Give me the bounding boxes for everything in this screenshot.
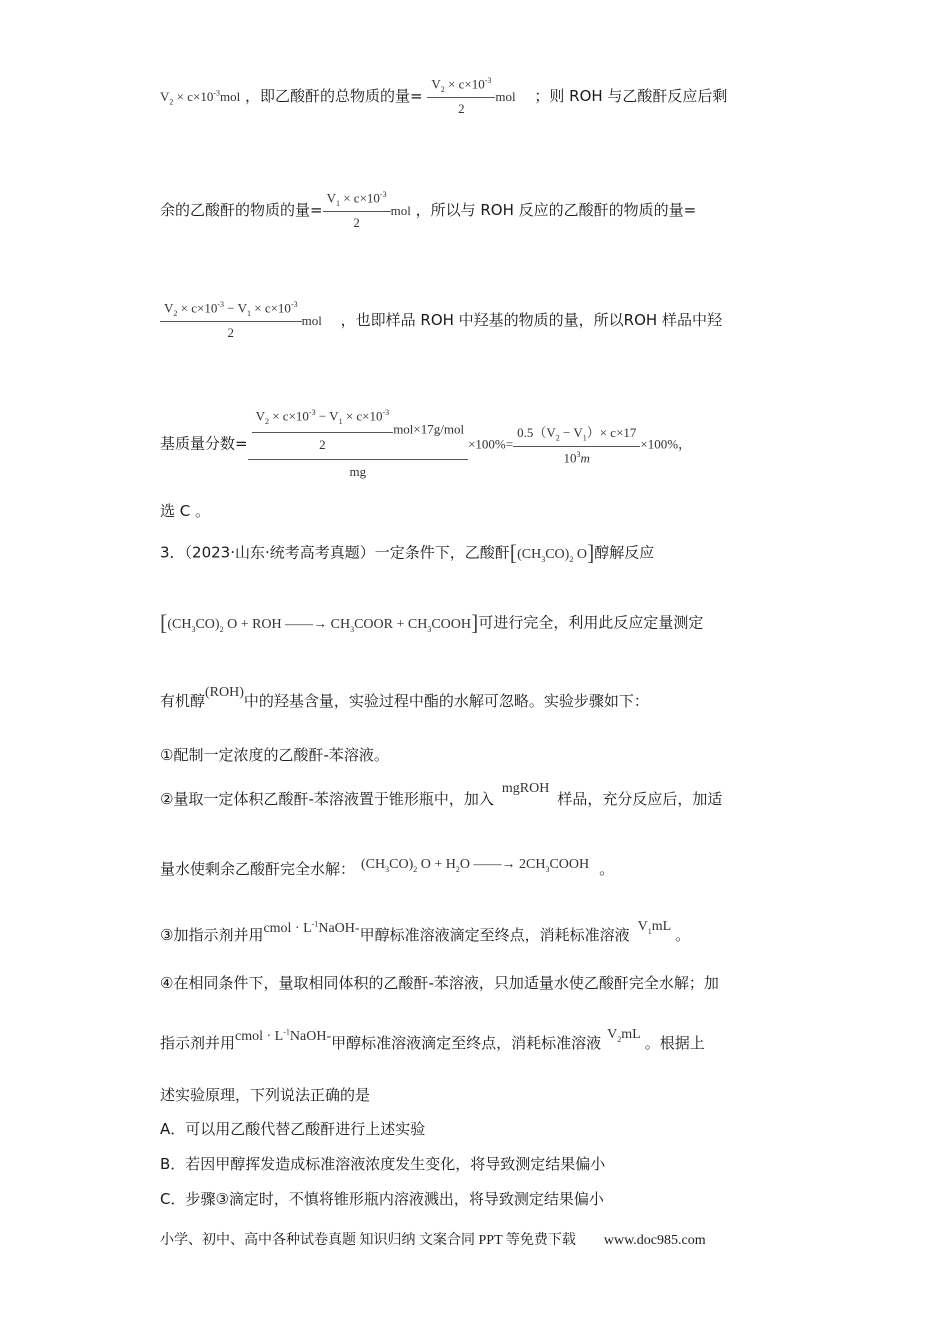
- solution-line-1: $V_2 \times c\times 10^{-3}mol$ ，即乙酸酐的总物质的量= $\frac{V_2 \times c\times 10^{-3}}{2}$ mol ；则 ROH 与乙酸酐反应后剩: [160, 76, 728, 116]
- step-2-line-1: [160, 781, 723, 809]
- step-2-line-2: [160, 858, 614, 880]
- formula-remaining-fraction: $\frac{V_1 \times c\times 10^{-3}}{2}$: [323, 190, 391, 231]
- step-4-text-c: 甲醇标准溶液滴定至终点，消耗标准溶液: [331, 1034, 602, 1052]
- formula-alcoholysis-reaction: $(CH_3CO)_2$ O + ROH ——→ $CH_3COOR$ + $CH_3COOH$: [167, 616, 472, 634]
- text-organic-alcohol: 有机醇: [160, 692, 206, 710]
- text-alcoholysis: 醇解反应: [594, 543, 655, 562]
- step-3: [160, 919, 691, 946]
- text-times-100-b: ×100%，: [640, 436, 692, 452]
- solution-line-3: $\frac{V_2 \times c\times 10^{-3} - V_1 \times c\times 10^{-3}}{2}$ mol ，也即样品 ROH 中羟基的物质的量，所以ROH 样品中羟: [160, 300, 722, 341]
- step-4-text-e: 述实验原理，下列说法正确的是: [160, 1086, 371, 1104]
- step-1: [160, 744, 389, 765]
- step-2-text-d: 。: [599, 860, 615, 878]
- question-3-alcohol-line: [160, 685, 649, 711]
- step-3-text-b: 甲醇标准溶液滴定至终点，消耗标准溶液: [359, 926, 630, 944]
- step-2-text-b: 样品，充分反应后，加适: [557, 790, 723, 808]
- option-a: [160, 1118, 425, 1139]
- footer-text: 小学、初中、高中各种试卷真题 知识归纳 文案合同 PPT 等免费下载: [160, 1233, 576, 1248]
- question-3-header: 3．（2023·山东·统考高考真题）一定条件下，乙酸酐[$(CH_3CO)_2$ O]醇解反应: [160, 540, 655, 565]
- text-hydroxyl-content: 中的羟基含量，实验过程中酯的水解可忽略。实验步骤如下：: [243, 692, 649, 710]
- text-total-anhydride: ，即乙酸酐的总物质的量=: [245, 86, 423, 105]
- formula-roh: (ROH): [205, 685, 244, 700]
- step-4-text-a: ④在相同条件下，量取相同体积的乙酸酐-苯溶液，只加适量水使乙酸酐完全水解；加: [160, 974, 719, 992]
- formula-v2-ml: $V_2mL$: [607, 1027, 641, 1044]
- formula-mass-fraction: $\frac{V_2 \times c\times 10^{-3} - V_1 \times c\times 10^{-3}}{2}$ mol×17g/mol mg: [248, 408, 469, 480]
- step-4-text-d: 。根据上: [644, 1034, 705, 1052]
- formula-hydrolysis: $(CH_3CO)_2$ $O + H_2O$ ——→ $2CH_3COOH$: [361, 857, 590, 874]
- text-quantitative: 可进行完全，利用此反应定量测定: [478, 613, 704, 632]
- step-4-text-b: 指示剂并用: [160, 1034, 236, 1052]
- option-b-text: B．若因甲醇挥发造成标准溶液浓度发生变化，将导致测定结果偏小: [160, 1155, 606, 1173]
- text-remaining-anhydride: 余的乙酸酐的物质的量=: [160, 200, 323, 219]
- option-c: [160, 1188, 604, 1209]
- step-4-line-1: [160, 972, 719, 993]
- step-4-line-2: [160, 1027, 705, 1054]
- answer-text: 选 C 。: [160, 502, 211, 520]
- formula-total-base: $V_2 \times c\times 10^{-3}mol$: [160, 88, 241, 107]
- text-hydroxyl-amount: ，也即样品 ROH 中羟基的物质的量，所以ROH 样品中羟: [340, 310, 722, 329]
- solution-line-2: 余的乙酸酐的物质的量= $\frac{V_1 \times c\times 10^{-3}}{2}$ mol ，所以与 ROH 反应的乙酸酐的物质的量=: [160, 190, 697, 230]
- page-footer: [160, 1229, 706, 1249]
- answer-line: [160, 500, 210, 521]
- step-2-text-c: 量水使剩余乙酸酐完全水解：: [160, 860, 356, 878]
- option-c-text: C．步骤③滴定时，不慎将锥形瓶内溶液溅出，将导致测定结果偏小: [160, 1190, 604, 1208]
- formula-naoh-concentration-2: cmol · $L^{-1}NaOH-$: [235, 1027, 332, 1044]
- text-reacted-anhydride: ，所以与 ROH 反应的乙酸酐的物质的量=: [415, 200, 697, 219]
- formula-v1-ml: $V_1mL$: [637, 919, 672, 936]
- text-mass-fraction: 基质量分数=: [160, 434, 248, 453]
- formula-naoh-concentration: cmol · $L^{-1}NaOH-$: [263, 919, 360, 936]
- text-times-100-a: ×100%=: [468, 436, 514, 452]
- formula-reacted-fraction: $\frac{V_2 \times c\times 10^{-3} - V_1 \times c\times 10^{-3}}{2}$: [160, 300, 302, 341]
- footer-site-link[interactable]: www.doc985.com: [603, 1233, 706, 1248]
- formula-total-fraction: $\frac{V_2 \times c\times 10^{-3}}{2}$: [427, 76, 495, 117]
- option-a-text: A．可以用乙酸代替乙酸酐进行上述实验: [160, 1120, 426, 1138]
- formula-mg-roh: mgROH: [501, 781, 550, 796]
- step-1-text: ①配制一定浓度的乙酸酐-苯溶液。: [160, 746, 389, 764]
- step-4-line-3: [160, 1084, 370, 1105]
- text-remaining-intro: ；则 ROH 与乙酸酐反应后剩: [534, 86, 728, 105]
- step-3-text-a: ③加指示剂并用: [160, 926, 264, 944]
- question-3-reaction-line: [$(CH_3CO)_2$ O + ROH ——→ $CH_3COOR$ + $CH_3COOH$]可进行完全，利用此反应定量测定: [160, 610, 704, 635]
- question-3-title: 3．（2023·山东·统考高考真题）一定条件下，乙酸酐: [160, 543, 510, 562]
- formula-acetic-anhydride: $(CH_3CO)_2$ O: [517, 546, 587, 564]
- step-2-text-a: ②量取一定体积乙酸酐-苯溶液置于锥形瓶中，加入: [160, 790, 494, 808]
- solution-line-4: [160, 408, 691, 480]
- step-3-text-c: 。: [675, 926, 691, 944]
- option-b: [160, 1153, 605, 1174]
- formula-simplified-fraction: $\frac{0.5(V_2 - V_1)\times c\times 17}{10^3m}$: [513, 422, 640, 466]
